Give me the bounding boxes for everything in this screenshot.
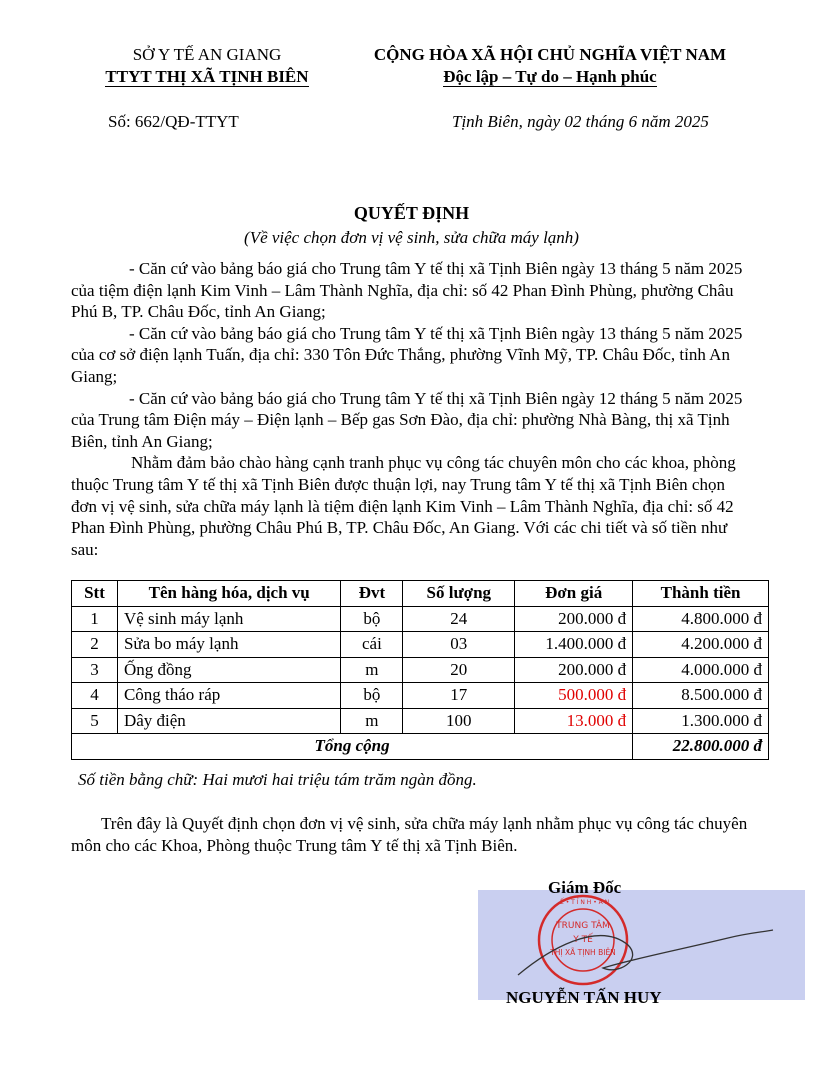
col-header-unit: Đvt [341, 581, 403, 607]
cell-total: 8.500.000 đ [633, 683, 769, 709]
cell-unit: bộ [341, 683, 403, 709]
col-header-qty: Số lượng [403, 581, 515, 607]
stamp-and-signature [478, 890, 805, 1000]
svg-text:THỊ XÃ TỊNH BIÊN: THỊ XÃ TỊNH BIÊN [550, 948, 616, 957]
cell-price: 13.000 đ [515, 708, 633, 734]
basis-paragraph: - Căn cứ vào bảng báo giá cho Trung tâm Y tế thị xã Tịnh Biên ngày 13 tháng 5 năm 2025 của tiệm điện lạnh Kim Vinh – Lâm Thành Nghĩa, địa chỉ: số 42 Phan Đình Phùng, phường Châu Phú B, TP. Châu Đốc, tỉnh An Giang; [71, 259, 743, 322]
national-header [340, 44, 760, 88]
table-header-row [72, 581, 769, 607]
cell-price: 1.400.000 đ [515, 632, 633, 658]
cell-total: 4.800.000 đ [633, 606, 769, 632]
cell-stt: 4 [72, 683, 118, 709]
document-number: Số: 662/QĐ-TTYT [108, 112, 239, 131]
cell-stt: 5 [72, 708, 118, 734]
table-total-row [72, 734, 769, 760]
svg-text:Y TẾ: Y TẾ [573, 935, 593, 945]
cell-item: Dây điện [117, 708, 341, 734]
table-row [72, 606, 769, 632]
basis-paragraph: - Căn cứ vào bảng báo giá cho Trung tâm Y tế thị xã Tịnh Biên ngày 13 tháng 5 năm 2025 của cơ sở điện lạnh Tuấn, địa chỉ: 330 Tôn Đức Thắng, phường Vĩnh Mỹ, TP. Châu Đốc, tỉnh An Giang; [71, 323, 743, 386]
cell-price: 200.000 đ [515, 606, 633, 632]
cell-item: Công tháo ráp [117, 683, 341, 709]
country-name: CỘNG HÒA XÃ HỘI CHỦ NGHĨA VIỆT NAM [373, 45, 727, 64]
total-value: 22.800.000 đ [633, 734, 769, 760]
cell-stt: 2 [72, 632, 118, 658]
cell-stt: 3 [72, 657, 118, 683]
cell-item: Sửa bo máy lạnh [117, 632, 341, 658]
cell-qty: 24 [403, 606, 515, 632]
cell-qty: 100 [403, 708, 515, 734]
cell-stt: 1 [72, 606, 118, 632]
svg-text:TRUNG TÂM: TRUNG TÂM [556, 921, 610, 931]
cell-price: 500.000 đ [515, 683, 633, 709]
amount-in-words: Số tiền bằng chữ: Hai mươi hai triệu tám trăm ngàn đồng. [78, 770, 477, 789]
cell-total: 4.200.000 đ [633, 632, 769, 658]
table-row [72, 708, 769, 734]
conclusion-text: Trên đây là Quyết định chọn đơn vị vệ sinh, sửa chữa máy lạnh nhằm phục vụ công tác chuyên môn cho các Khoa, Phòng thuộc Trung tâm Y tế thị xã Tịnh Biên. [71, 814, 748, 855]
document-subtitle: (Về việc chọn đơn vị vệ sinh, sửa chữa máy lạnh) [244, 228, 579, 247]
svg-text:Ế • T Ỉ N H • A N: Ế • T Ỉ N H • A N [560, 899, 610, 906]
col-header-item: Tên hàng hóa, dịch vụ [117, 581, 341, 607]
cell-unit: bộ [341, 606, 403, 632]
cell-unit: cái [341, 632, 403, 658]
basis-paragraph: - Căn cứ vào bảng báo giá cho Trung tâm Y tế thị xã Tịnh Biên ngày 12 tháng 5 năm 2025 của Trung tâm Điện máy – Điện lạnh – Bếp gas Sơn Đào, địa chỉ: phường Nhà Bàng, thị xã Tịnh Biên, tỉnh An Giang; [71, 388, 743, 451]
col-header-stt: Stt [72, 581, 118, 607]
cell-item: Vệ sinh máy lạnh [117, 606, 341, 632]
cell-item: Ống đồng [117, 657, 341, 683]
document-title: QUYẾT ĐỊNH [353, 203, 470, 223]
cell-qty: 20 [403, 657, 515, 683]
signatory-title: Giám Đốc [548, 878, 622, 897]
cell-unit: m [341, 708, 403, 734]
issuer-block [62, 44, 352, 88]
issuer-dept: SỞ Y TẾ AN GIANG [132, 45, 282, 64]
cell-price: 200.000 đ [515, 657, 633, 683]
cell-qty: 17 [403, 683, 515, 709]
table-row [72, 657, 769, 683]
signatory-name: NGUYỄN TẤN HUY [506, 988, 662, 1007]
conclusion [71, 813, 755, 857]
table-row [72, 683, 769, 709]
motto: Độc lập – Tự do – Hạnh phúc [443, 67, 657, 86]
decision-paragraph: Nhằm đảm bảo chào hàng cạnh tranh phục vụ công tác chuyên môn cho các khoa, phòng thuộc Trung tâm Y tế thị xã Tịnh Biên được thuận lợi, nay Trung tâm Y tế thị xã Tịnh Biên chọn đơn vị vệ sinh, sửa chữa máy lạnh là tiệm điện lạnh Kim Vinh – Lâm Thành Nghĩa, địa chỉ: số 42 Phan Đình Phùng, phường Châu Phú B, TP. Châu Đốc, An Giang. Với các chi tiết và số tiền như sau: [71, 453, 736, 559]
cell-total: 1.300.000 đ [633, 708, 769, 734]
document-date: Tịnh Biên, ngày 02 tháng 6 năm 2025 [452, 112, 709, 131]
body-text [71, 258, 755, 560]
col-header-total: Thành tiền [633, 581, 769, 607]
col-header-price: Đơn giá [515, 581, 633, 607]
cell-qty: 03 [403, 632, 515, 658]
cell-total: 4.000.000 đ [633, 657, 769, 683]
table-row [72, 632, 769, 658]
price-table [71, 580, 769, 760]
total-label: Tổng cộng [72, 734, 633, 760]
red-seal-icon [539, 896, 627, 984]
cell-unit: m [341, 657, 403, 683]
issuer-org: TTYT THỊ XÃ TỊNH BIÊN [105, 67, 309, 86]
